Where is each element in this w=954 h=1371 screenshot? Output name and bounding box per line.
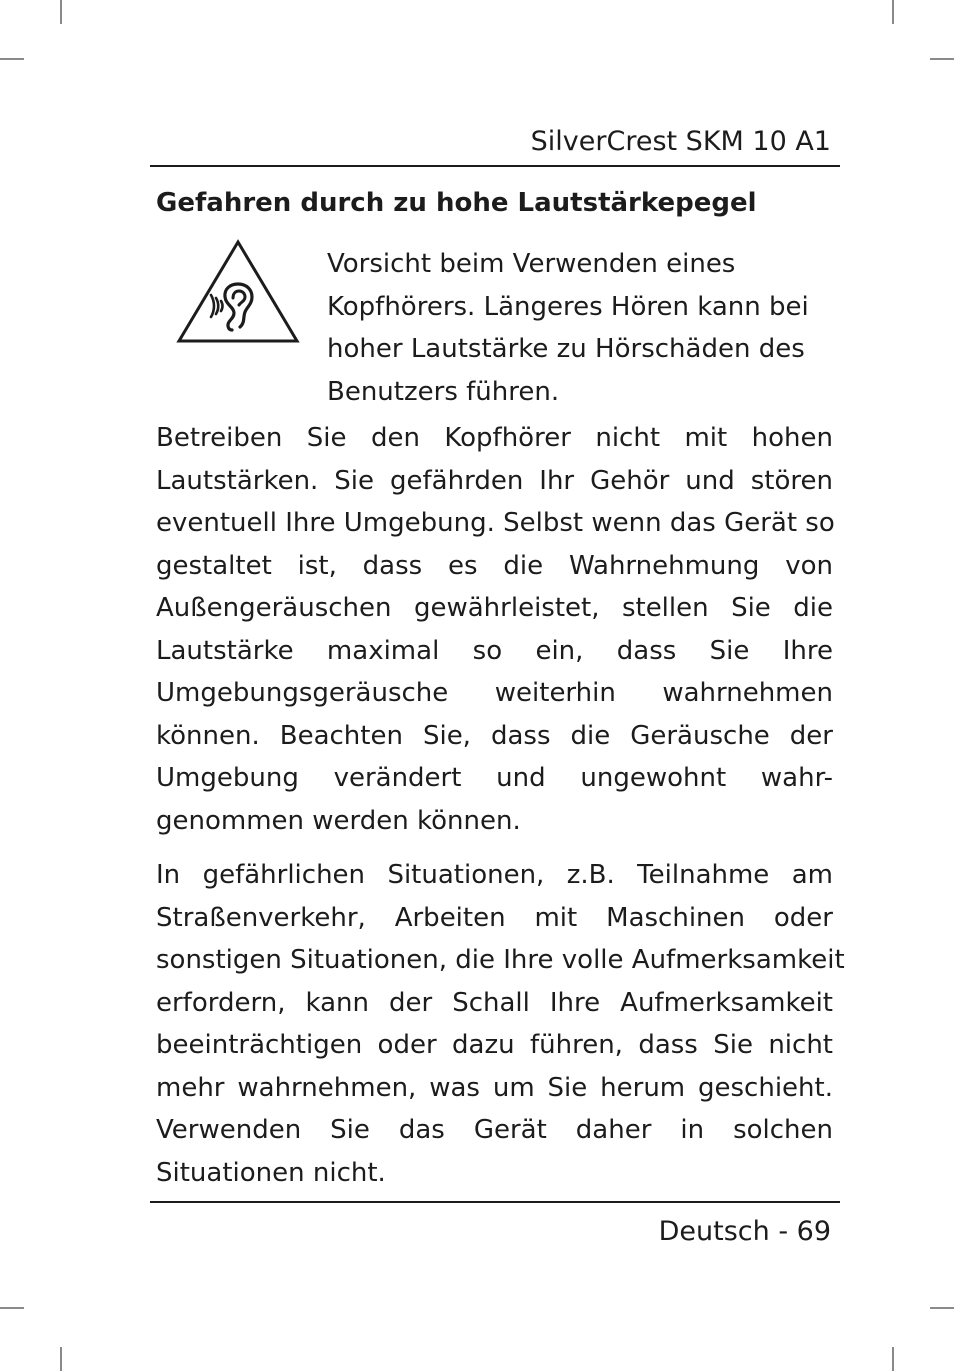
paragraph-line: Straßenverkehr, Arbeiten mit Maschinen oder <box>156 902 833 933</box>
paragraph-line: In gefährlichen Situationen, z.B. Teilnahme am <box>156 860 833 890</box>
page-footer-label: Deutsch - 69 <box>658 1216 831 1247</box>
paragraph-line: Lautstärke maximal so ein, dass Sie Ihre <box>156 635 833 666</box>
warning-text <box>327 243 847 413</box>
crop-mark-bottom-left-vertical <box>60 1347 62 1371</box>
crop-mark-top-right-vertical <box>892 0 894 24</box>
paragraph-line: mehr wahrnehmen, was um Sie herum geschieht. <box>156 1072 833 1103</box>
page-header-product: SilverCrest SKM 10 A1 <box>530 126 831 157</box>
paragraph-line: Lautstärken. Sie gefährden Ihr Gehör und stören <box>156 465 833 496</box>
paragraph-line: eventuell Ihre Umgebung. Selbst wenn das Gerät so <box>156 508 835 538</box>
paragraph-line: Umgebung verändert und ungewohnt wahr- <box>156 763 833 793</box>
footer-rule <box>150 1201 840 1203</box>
paragraph-line: Betreiben Sie den Kopfhörer nicht mit hohen <box>156 423 833 453</box>
paragraph-line: genommen werden können. <box>156 805 521 836</box>
paragraph-line: können. Beachten Sie, dass die Geräusche der <box>156 720 833 751</box>
paragraph-line: beeinträchtigen oder dazu führen, dass Sie nicht <box>156 1030 833 1060</box>
crop-mark-bottom-right-vertical <box>892 1347 894 1371</box>
section-title: Gefahren durch zu hohe Lautstärkepegel <box>156 188 757 218</box>
paragraph-line: erfordern, kann der Schall Ihre Aufmerksamkeit <box>156 987 833 1018</box>
crop-mark-bottom-left-horizontal <box>0 1307 24 1309</box>
crop-mark-top-left-horizontal <box>0 58 24 60</box>
paragraph-line: Umgebungsgeräusche weiterhin wahrnehmen <box>156 678 833 708</box>
paragraph-volume-warning <box>156 417 833 842</box>
paragraph-line: Außengeräuschen gewährleistet, stellen Sie die <box>156 593 833 623</box>
warning-line: Kopfhörers. Längeres Hören kann bei <box>327 291 809 322</box>
warning-line: Benutzers führen. <box>327 376 560 407</box>
warning-line: Vorsicht beim Verwenden eines <box>327 249 736 279</box>
warning-line: hoher Lautstärke zu Hörschäden des <box>327 334 805 364</box>
crop-mark-top-right-horizontal <box>930 58 954 60</box>
paragraph-line: gestaltet ist, dass es die Wahrnehmung von <box>156 550 833 581</box>
header-rule <box>150 165 840 167</box>
paragraph-dangerous-situations <box>156 854 845 1194</box>
crop-mark-bottom-right-horizontal <box>930 1307 954 1309</box>
hearing-damage-warning-icon <box>176 237 300 345</box>
paragraph-line: Verwenden Sie das Gerät daher in solchen <box>156 1115 833 1145</box>
crop-mark-top-left-vertical <box>60 0 62 24</box>
paragraph-line: Situationen nicht. <box>156 1157 386 1188</box>
paragraph-line: sonstigen Situationen, die Ihre volle Aufmerksamkeit <box>156 945 845 975</box>
